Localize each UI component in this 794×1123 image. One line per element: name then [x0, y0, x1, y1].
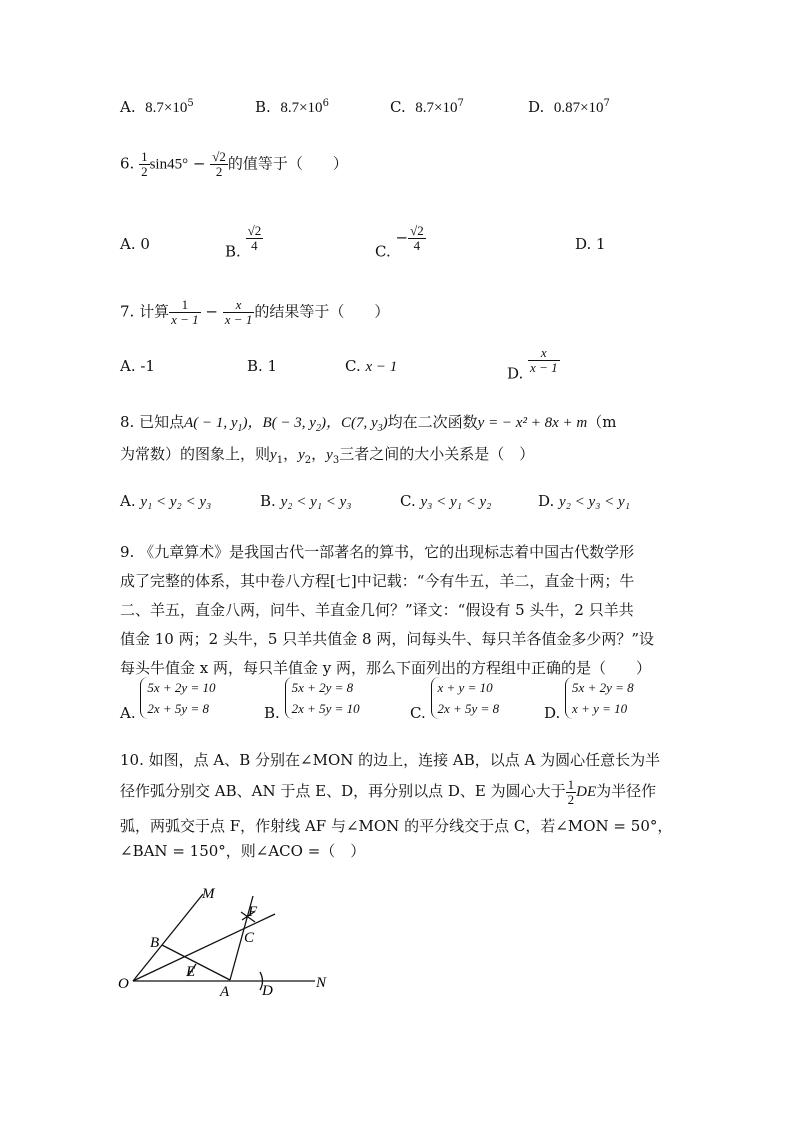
option-label: C. — [375, 242, 391, 261]
label-a: A — [220, 984, 230, 1000]
q7-option-c — [345, 357, 397, 376]
q8-stem-line-1 — [120, 410, 616, 441]
stem-text: 为常数）的图象上，则 — [120, 445, 271, 463]
fraction-root2-over-4 — [246, 224, 264, 253]
option-label: A. — [120, 704, 136, 722]
subscript: 3 — [332, 455, 340, 466]
point-a: A( − 1, y — [184, 415, 238, 431]
q8-option-b — [260, 492, 351, 511]
exponent: 6 — [322, 98, 329, 109]
numerator: 1 — [567, 776, 575, 792]
numerator: √2 — [212, 149, 226, 164]
geometry-figure — [110, 880, 350, 1010]
label-b: B — [150, 935, 160, 951]
stem-text: 径作弧分别交 AB、AN 于点 E、D，再分别以点 D、E 为圆心大于 — [120, 782, 566, 800]
option-value: y₁ < y₂ < y₃ — [140, 494, 212, 510]
numerator: x — [223, 298, 255, 313]
subscript: 2 — [315, 423, 321, 434]
fraction-root2-over-2 — [210, 150, 228, 179]
subscript: 1 — [276, 455, 284, 466]
q8-stem-line-2: 为常数）的图象上，则$y_1$，$y_2$，$y_3$三者之间的大小关系是（ ） — [120, 445, 535, 466]
q6-option-d: D. 1 — [575, 235, 606, 253]
q10-line-4: ∠BAN = 150°，则∠ACO =（ ） — [120, 842, 366, 860]
option-label: C. — [400, 492, 416, 510]
function-expression: y = − x² + 8x + m — [477, 415, 588, 431]
point-a-end: )， — [242, 415, 263, 431]
label-n: N — [316, 975, 327, 991]
denominator: x − 1 — [530, 360, 558, 375]
q9-line-2: 成了完整的体系，其中卷八方程[七]中记载：“今有牛五，羊二，直金十两；牛 — [120, 572, 635, 590]
option-label: B. — [225, 242, 241, 261]
q5-option-b — [255, 98, 329, 117]
fraction-half — [139, 150, 150, 179]
q7-option-b: B. 1 — [247, 357, 278, 375]
q9-option-d — [544, 677, 634, 722]
numerator: 1 — [141, 149, 148, 164]
sin-term: sin45° — [149, 156, 189, 173]
fraction-x-over-x-1 — [528, 346, 560, 375]
q9-line-5: 每头牛值金 x 两，每只羊值金 y 两，那么下面列出的方程组中正确的是（ ） — [120, 659, 652, 677]
stem-text: 8. 已知点 — [120, 413, 185, 431]
q9-option-c — [410, 677, 499, 722]
option-label: A. — [120, 98, 136, 116]
stem-tail: 的结果等于（ ） — [254, 302, 390, 321]
point-b: B( − 3, y — [262, 415, 316, 431]
q5-option-c — [390, 98, 464, 117]
q6-option-c — [375, 224, 426, 261]
minus-sign: − — [395, 228, 409, 247]
option-label: A. — [120, 492, 136, 510]
denominator: 2 — [567, 791, 575, 807]
option-label: C. — [410, 704, 426, 722]
equation-system — [565, 677, 634, 719]
denominator: 4 — [413, 238, 421, 253]
fraction-x-over-x-1 — [223, 298, 255, 327]
equation-system — [285, 677, 360, 719]
label-o: O — [118, 976, 129, 992]
point-c: C(7, y — [340, 415, 378, 431]
numerator: √2 — [247, 223, 262, 238]
stem-text: 为半径作 — [596, 782, 657, 800]
option-label: C. — [345, 357, 361, 375]
q8-option-d — [538, 492, 630, 511]
option-label: C. — [390, 98, 406, 116]
equation-1: 5x + 2y = 8 — [291, 680, 354, 695]
label-f: F — [248, 904, 258, 920]
q10-line-2 — [120, 776, 656, 807]
stem-text: 三者之间的大小关系是（ ） — [339, 445, 535, 463]
option-value: y₃ < y₁ < y₂ — [420, 494, 492, 510]
q9-line-3: 二、羊五，直金八两，问牛、羊直金几何？”译文：“假设有 5 头牛，2 只羊共 — [120, 601, 634, 619]
subscript: 3 — [377, 423, 383, 434]
exponent: 7 — [457, 98, 464, 109]
fraction-half — [566, 778, 577, 807]
question-number: 6. — [120, 154, 135, 173]
numerator: √2 — [410, 223, 424, 238]
option-label: D. — [507, 364, 524, 383]
q8-option-c — [400, 492, 491, 511]
subscript: 1 — [237, 423, 243, 434]
q9-line-1: 9. 《九章算术》是我国古代一部著名的算书，它的出现标志着中国古代数学形 — [120, 543, 635, 561]
label-e: E — [186, 964, 196, 980]
numerator: x — [528, 346, 560, 361]
option-value: 8.7×10 — [415, 100, 458, 116]
equation-2: 2x + 5y = 10 — [291, 701, 360, 716]
q6-option-a: A. 0 — [120, 235, 150, 253]
option-value: 8.7×10 — [280, 100, 323, 116]
equation-2: x + y = 10 — [572, 701, 628, 716]
q9-option-b — [264, 677, 360, 722]
equation-2: 2x + 5y = 8 — [437, 701, 500, 716]
denominator: x − 1 — [224, 312, 253, 327]
label-m: M — [202, 886, 215, 902]
option-value: 8.7×10 — [145, 100, 188, 116]
fraction-root2-over-4 — [408, 224, 426, 253]
denominator: 2 — [215, 164, 223, 179]
q5-option-d — [528, 98, 610, 117]
numerator: 1 — [169, 298, 201, 313]
q8-option-a — [120, 492, 211, 511]
q9-line-4: 值金 10 两；2 头牛，5 只羊共值金 8 两，问每头牛、每只羊各值金多少两？”设 — [120, 630, 654, 648]
option-label: B. — [260, 492, 276, 510]
q5-option-a — [120, 98, 194, 117]
label-d: D — [262, 983, 273, 999]
q9-option-a — [120, 677, 215, 722]
var-y3: y — [326, 447, 333, 463]
q7-option-a: A. -1 — [120, 357, 155, 375]
fraction-1-over-x-1 — [169, 298, 201, 327]
option-label: B. — [255, 98, 271, 116]
equation-1: x + y = 10 — [437, 680, 493, 695]
q7-option-d — [507, 346, 560, 383]
option-value: y₂ < y₃ < y₁ — [559, 494, 630, 510]
equation-1: 5x + 2y = 10 — [147, 680, 216, 695]
subscript: 2 — [304, 455, 312, 466]
exponent: 7 — [603, 98, 610, 109]
equation-1: 5x + 2y = 8 — [572, 680, 634, 695]
equation-system — [431, 677, 500, 719]
label-c: C — [244, 930, 255, 946]
stem-text: （m — [587, 413, 617, 431]
comma: ， — [283, 445, 299, 463]
q6-option-b — [225, 224, 263, 261]
denominator: 2 — [141, 164, 148, 179]
option-label: D. — [544, 704, 561, 722]
equation-system — [140, 677, 215, 719]
minus-sign: − — [192, 154, 206, 173]
stem-text: 均在二次函数 — [387, 413, 478, 431]
denominator: 4 — [251, 238, 258, 253]
var-y1: y — [270, 447, 277, 463]
option-label: D. — [538, 492, 555, 510]
stem-prefix: 7. 计算 — [120, 302, 170, 321]
point-b-end: )， — [320, 415, 341, 431]
equation-2: 2x + 5y = 8 — [147, 701, 209, 716]
option-value: y₂ < y₁ < y₃ — [280, 494, 352, 510]
exponent: 5 — [187, 98, 194, 109]
q10-line-1: 10. 如图，点 A、B 分别在∠MON 的边上，连接 AB，以点 A 为圆心任意长为半 — [120, 751, 661, 769]
q10-line-3: 弧，两弧交于点 F，作射线 AF 与∠MON 的平分线交于点 C，若∠MON = 50°， — [120, 817, 673, 835]
denominator: x − 1 — [171, 312, 199, 327]
var-y2: y — [298, 447, 305, 463]
option-label: B. — [264, 704, 280, 722]
option-label: D. — [528, 98, 545, 116]
point-c-end: ) — [382, 415, 388, 431]
option-value: 0.87×10 — [553, 100, 604, 116]
q6-stem — [120, 150, 348, 179]
segment-de: DE — [576, 784, 597, 800]
stem-tail: 的值等于（ ） — [227, 154, 348, 173]
option-value: x − 1 — [365, 359, 398, 375]
q7-stem — [120, 298, 389, 327]
minus-sign: − — [205, 302, 218, 321]
